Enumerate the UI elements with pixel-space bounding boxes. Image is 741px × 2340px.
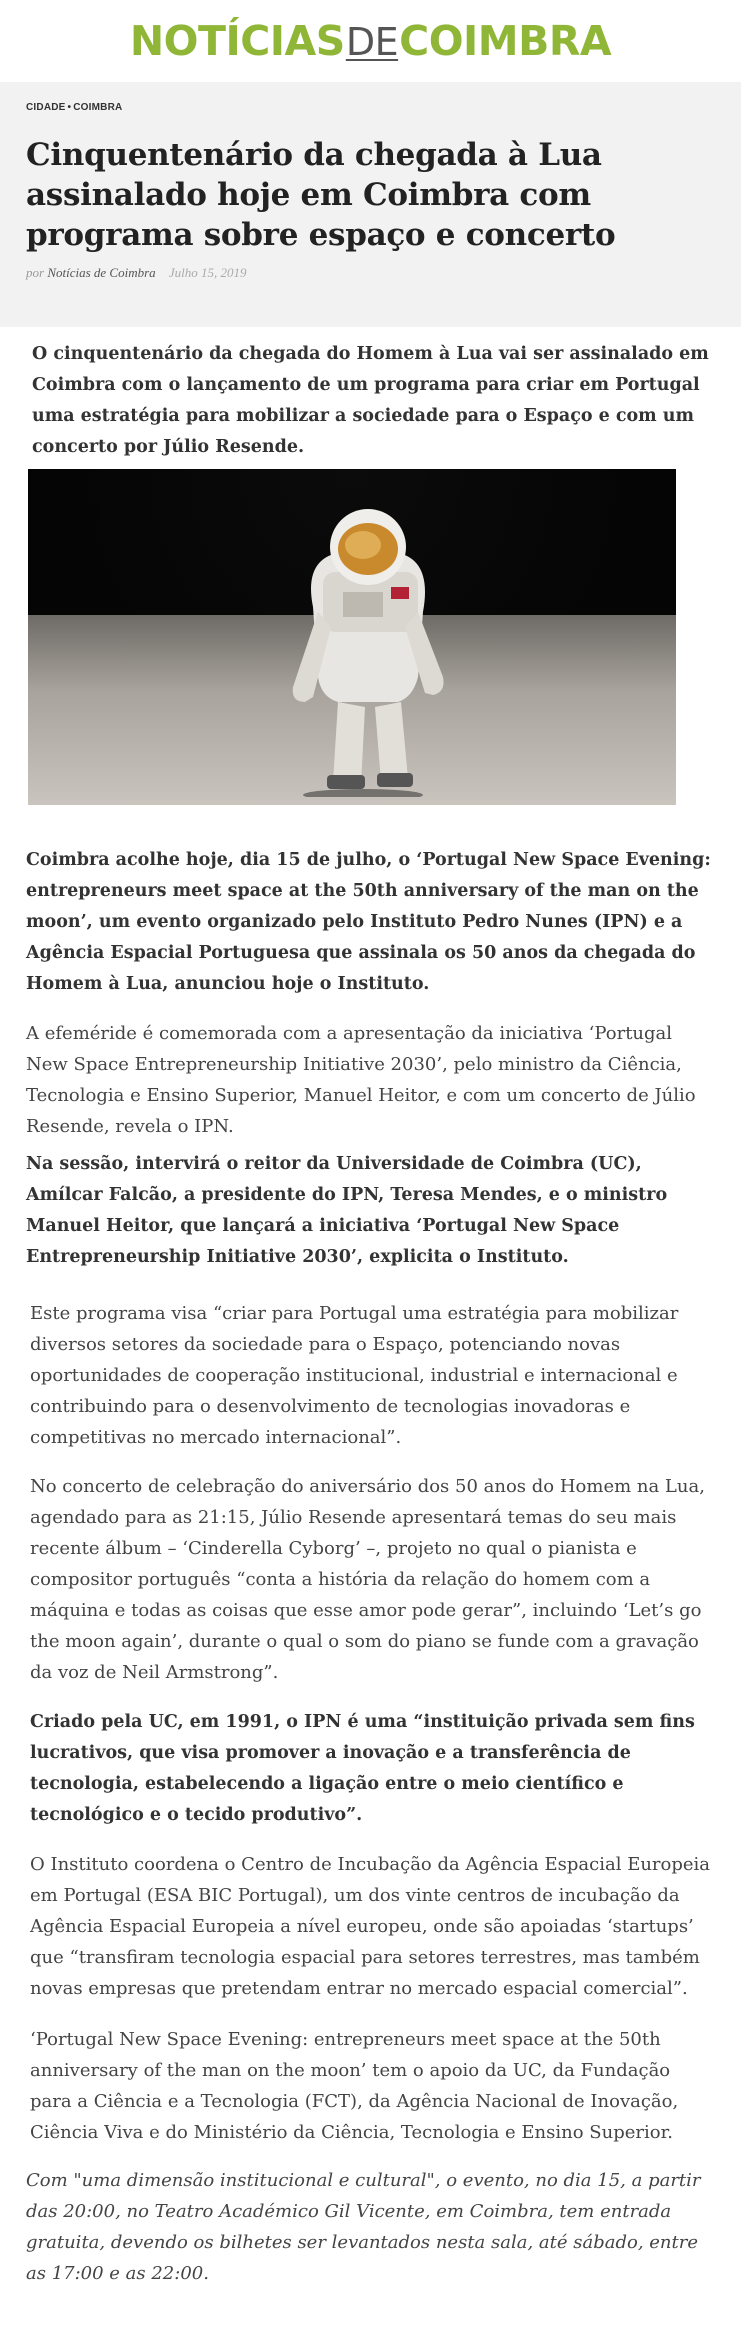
logo-text-de: DE (345, 20, 399, 64)
article-lead: O cinquentenário da chegada do Homem à Lua vai ser assinalado em Coimbra com o lançamento de um programa para criar em Portugal uma estratégia para mobilizar a sociedade para o Espaço e com um concerto por Júlio Resende. (32, 344, 709, 457)
site-header (0, 0, 741, 82)
site-logo[interactable] (130, 17, 611, 65)
publish-date: Julho 15, 2019 (168, 265, 247, 280)
paragraph-5: No concerto de celebração do aniversário dos 50 anos do Homem na Lua, agendado para as 21:15, Júlio Resende apresentará temas do seu mais recente álbum – ‘Cinderella Cyborg’ –, projeto no qual o pianista e compositor português “conta a história da relação do homem com a máquina e todas as coisas que esse amor pode gerar”, incluindo ‘Let’s go the moon again’, durante o qual o som do piano se funde com a gravação da voz de Neil Armstrong”. (30, 1476, 705, 1683)
author-link[interactable]: Notícias de Coimbra (47, 265, 156, 280)
logo-text-coimbra: COIMBRA (399, 17, 612, 65)
paragraph-4: Este programa visa “criar para Portugal uma estratégia para mobilizar diversos setores da sociedade para o Espaço, potenciando novas oportunidades de cooperação institucional, industrial e internacional e contribuindo para o desenvolvimento de tecnologias inovadoras e competitivas no mercado internacional”. (30, 1303, 679, 1448)
paragraph-3: Na sessão, intervirá o reitor da Universidade de Coimbra (UC), Amílcar Falcão, a presidente do IPN, Teresa Mendes, e o ministro Manuel Heitor, que lançará a iniciativa ‘Portugal New Space Entrepreneurship Initiative 2030’, explicita o Instituto. (26, 1154, 668, 1267)
paragraph-7: O Instituto coordena o Centro de Incubação da Agência Espacial Europeia em Portugal (ESA BIC Portugal), um dos vinte centros de incubação da Agência Espacial Europeia a nível europeu, onde são apoiadas ‘startups’ que “transfiram tecnologia espacial para setores terrestres, mas também novas empresas que pretendam entrar no mercado espacial comercial”. (30, 1854, 711, 1999)
paragraph-8: ‘Portugal New Space Evening: entrepreneurs meet space at the 50th anniversary of the man on the moon’ tem o apoio da UC, da Fundação para a Ciência e a Tecnologia (FCT), da Agência Nacional de Inovação, Ciência Viva e do Ministério da Ciência, Tecnologia e Ensino Superior. (30, 2029, 679, 2143)
logo-text-noticias: NOTÍCIAS (129, 17, 345, 65)
category-link-coimbra[interactable]: COIMBRA (73, 102, 123, 113)
paragraph-9: Com "uma dimensão institucional e cultural", o evento, no dia 15, a partir das 20:00, no Teatro Académico Gil Vicente, em Coimbra, tem entrada gratuita, devendo os bilhetes ser levantados nesta sala, até sábado, entre as 17:00 e as 22:00. (26, 2170, 701, 2284)
astronaut-moon-photo (28, 469, 676, 805)
category-link-cidade[interactable]: CIDADE (26, 102, 66, 113)
byline (26, 265, 713, 281)
category-separator: • (67, 102, 72, 113)
paragraph-6: Criado pela UC, em 1991, o IPN é uma “instituição privada sem fins lucrativos, que visa promover a inovação e a transferência de tecnologia, estabelecendo a ligação entre o meio científico e tecnológico e o tecido produtivo”. (30, 1712, 695, 1825)
astronaut-figure (283, 497, 453, 797)
article-title: Cinquentenário da chegada à Lua assinalado hoje em Coimbra com programa sobre espaço e concerto (26, 137, 616, 253)
article-body (0, 339, 716, 2289)
article-header (0, 82, 741, 327)
paragraph-1: Coimbra acolhe hoje, dia 15 de julho, o ‘Portugal New Space Evening: entrepreneurs meet space at the 50th anniversary of the man on the moon’, um evento organizado pelo Instituto Pedro Nunes (IPN) e a Agência Espacial Portuguesa que assinala os 50 anos da chegada do Homem à Lua, anunciou hoje o Instituto. (26, 850, 711, 994)
paragraph-2: A efeméride é comemorada com a apresentação da iniciativa ‘Portugal New Space Entrepreneurship Initiative 2030’, pelo ministro da Ciência, Tecnologia e Ensino Superior, Manuel Heitor, e com um concerto de Júlio Resende, revela o IPN. (26, 1023, 696, 1137)
category-breadcrumb (26, 102, 713, 113)
byline-prefix: por (26, 265, 45, 280)
